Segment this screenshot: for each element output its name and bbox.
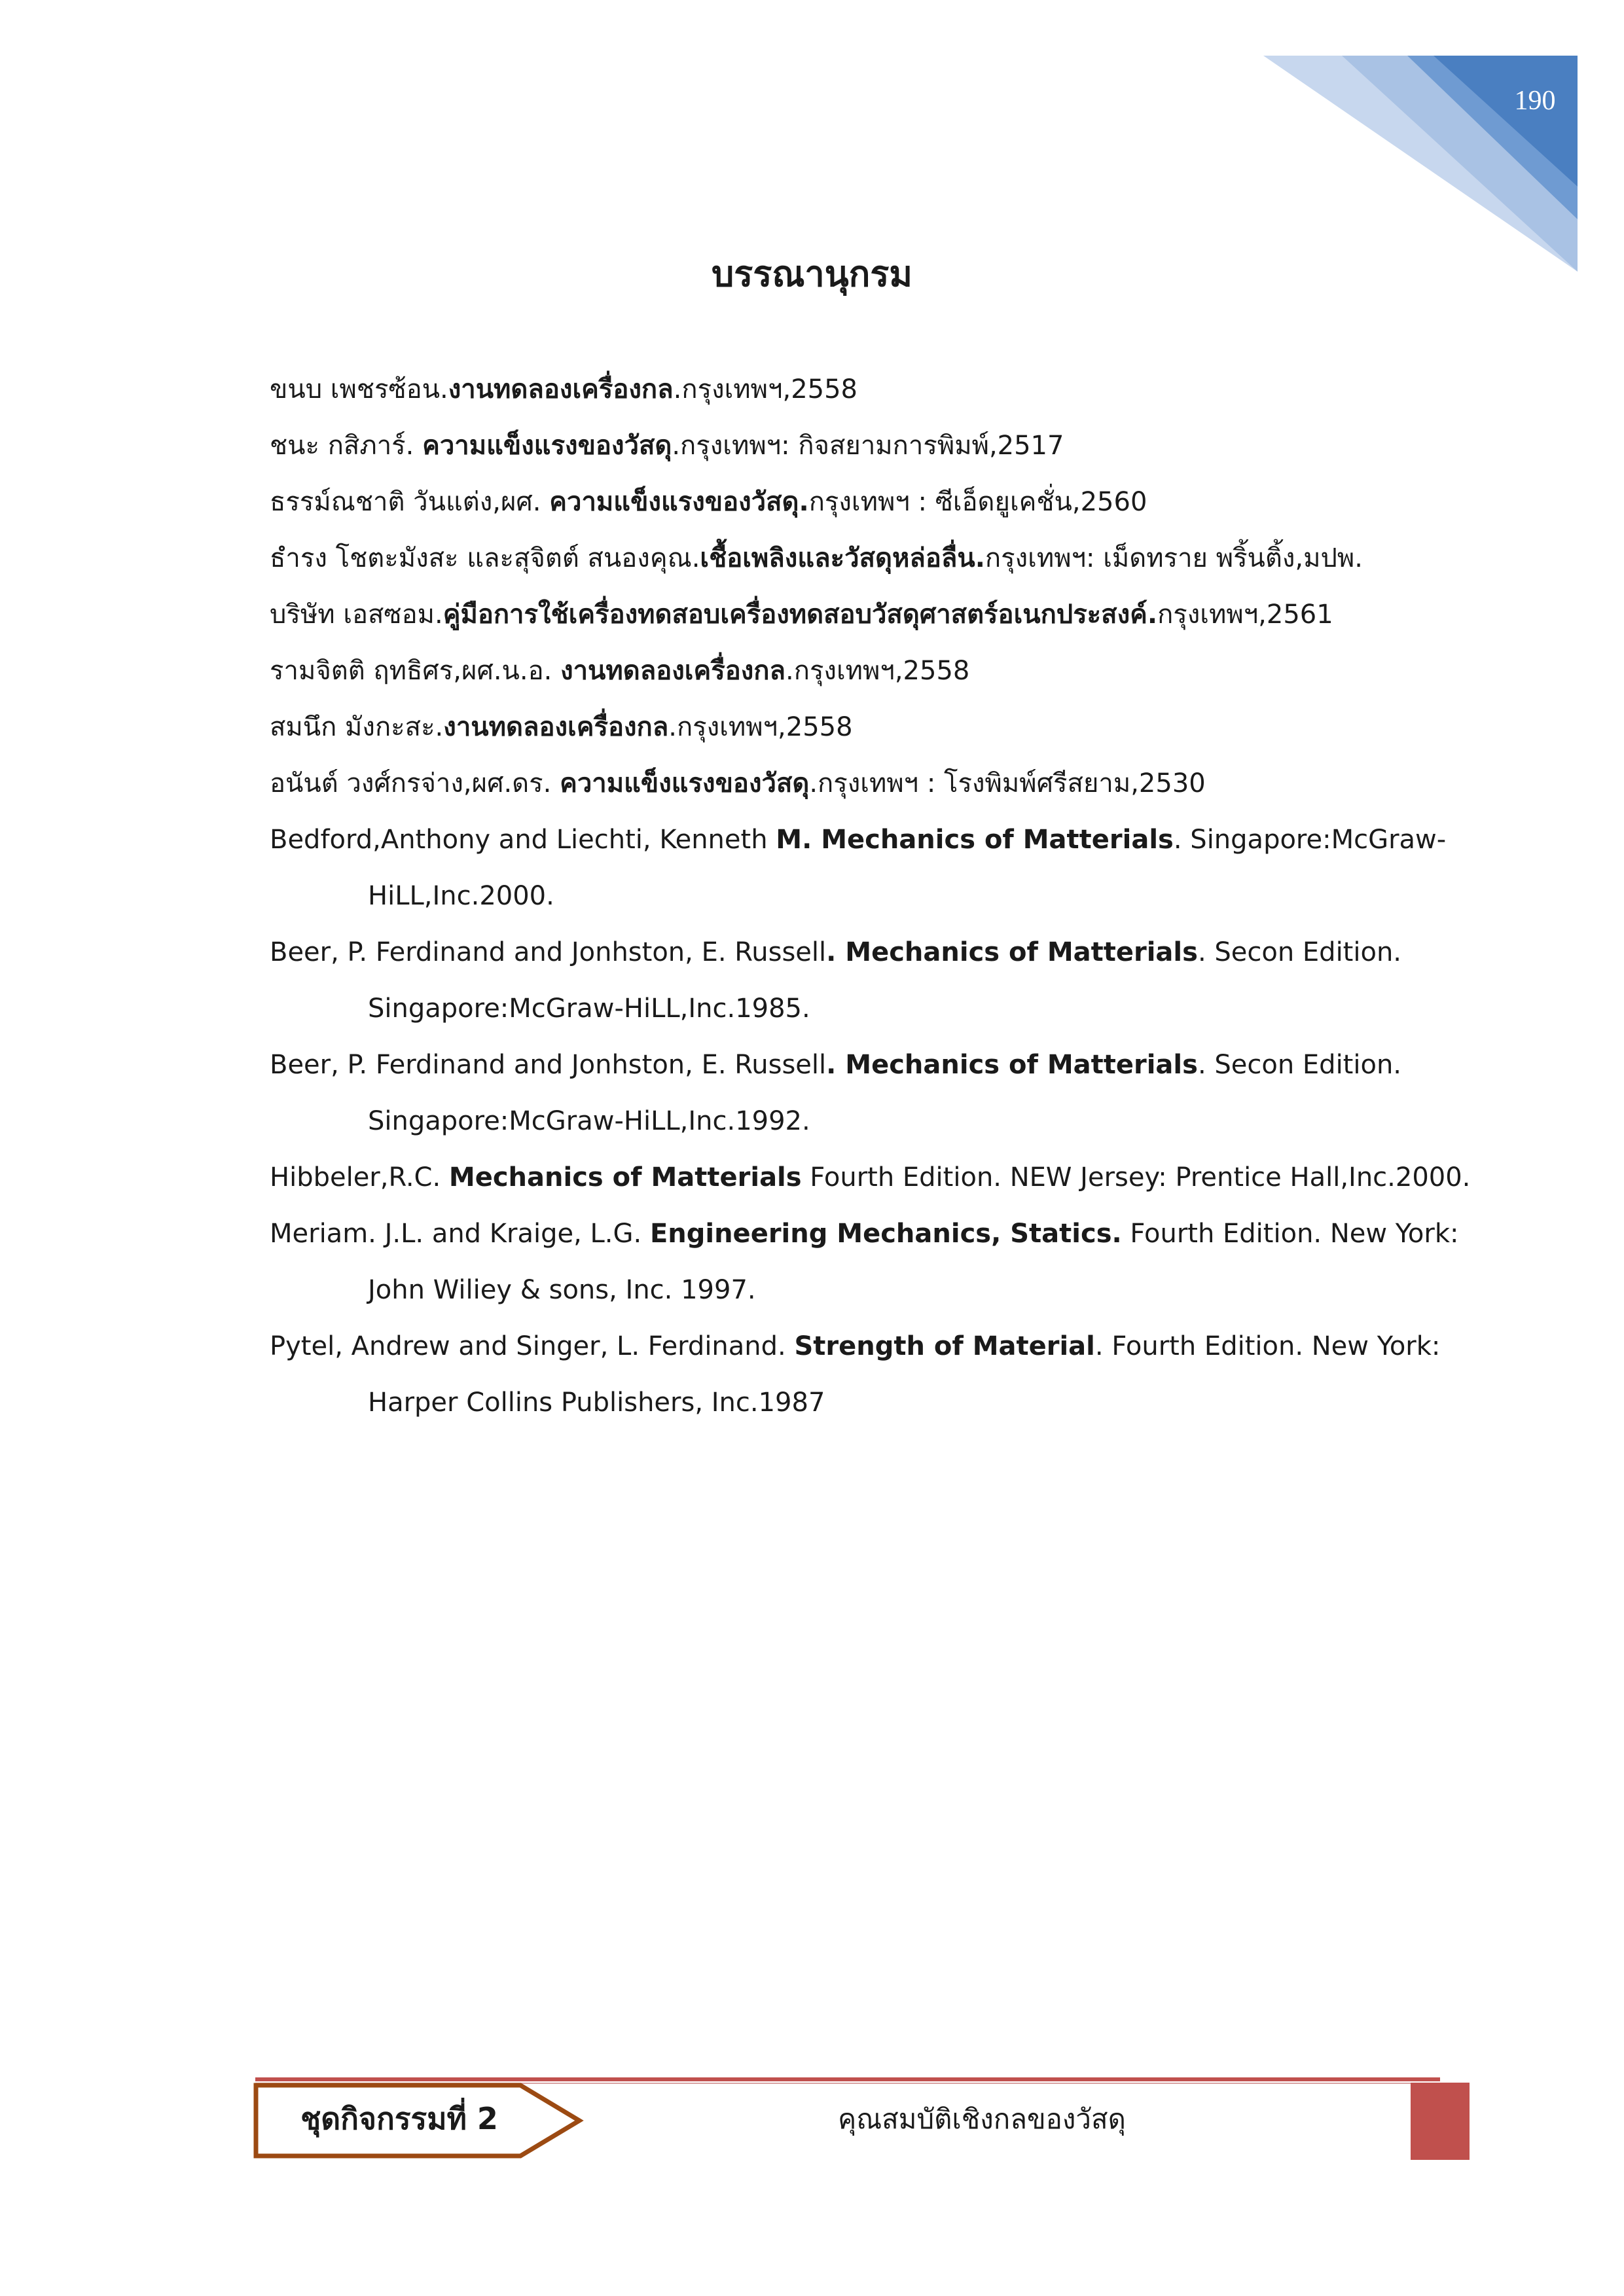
reference-text: ธำรง โชตะมังสะ และสุจิตต์ สนองคุณ. (270, 543, 700, 573)
reference-title: M. Mechanics of Matterials (776, 825, 1174, 855)
reference-text: .กรุงเทพฯ : โรงพิมพ์ศรีสยาม,2530 (809, 768, 1206, 798)
reference-text: กรุงเทพฯ : ซีเอ็ดยูเคชั่น,2560 (808, 487, 1147, 517)
reference-text: . Secon Edition. (1197, 1050, 1402, 1080)
reference-text: บริษัท เอสซอม. (270, 600, 443, 630)
reference-title: งานทดลองเครื่องกล (448, 374, 674, 404)
reference-title: ความแข็งแรงของวัสดุ (560, 768, 810, 798)
reference-text: .กรุงเทพฯ: กิจสยามการพิมพ์,2517 (672, 431, 1064, 461)
reference-text: . Secon Edition. (1197, 937, 1402, 967)
reference-title: ความแข็งแรงของวัสดุ (422, 431, 672, 461)
reference-text: Hibbeler,R.C. (270, 1162, 449, 1193)
reference-entry (270, 812, 1468, 924)
reference-text: Fourth Edition. NEW Jersey: Prentice Hall,Inc.2000. (801, 1162, 1471, 1193)
reference-entry (270, 418, 1468, 474)
reference-text: ขนบ เพชรซ้อน. (270, 374, 448, 404)
reference-text: อนันต์ วงศ์กรจ่าง,ผศ.ดร. (270, 768, 560, 798)
reference-title: . Mechanics of Matterials (826, 937, 1198, 967)
reference-entry (270, 755, 1468, 812)
reference-text: Fourth Edition. New York: (1121, 1219, 1459, 1249)
reference-entry (270, 586, 1468, 643)
reference-title: คู่มือการใช้เครื่องทดสอบเครื่องทดสอบวัสดุศาสตร์อเนกประสงค์. (442, 600, 1158, 630)
reference-title: เชื้อเพลิงและวัสดุหล่อลื่น. (700, 543, 985, 573)
reference-text: ธรรม์ณชาติ วันแต่ง,ผศ. (270, 487, 550, 517)
reference-text: Beer, P. Ferdinand and Jonhston, E. Russell (270, 1050, 827, 1080)
reference-title: Mechanics of Matterials (448, 1162, 802, 1193)
footer-subject: คุณสมบัติเชิงกลของวัสดุ (838, 2102, 1126, 2135)
reference-text: . Fourth Edition. New York: (1094, 1331, 1441, 1361)
reference-entry (270, 361, 1468, 418)
reference-title: . Mechanics of Matterials (826, 1050, 1198, 1080)
reference-text: รามจิตติ ฤทธิศร,ผศ.น.อ. (270, 656, 561, 686)
reference-entry (270, 699, 1468, 755)
reference-text: Bedford,Anthony and Liechti, Kenneth (270, 825, 776, 855)
reference-title: งานทดลองเครื่องกล (443, 712, 669, 742)
reference-text: HiLL,Inc.2000. (368, 881, 554, 911)
reference-title: Strength of Material (794, 1331, 1095, 1361)
reference-text: Harper Collins Publishers, Inc.1987 (368, 1388, 825, 1418)
reference-text: .กรุงเทพฯ,2558 (785, 656, 970, 686)
reference-text: Beer, P. Ferdinand and Jonhston, E. Russell (270, 937, 827, 967)
reference-entry (270, 1318, 1468, 1431)
reference-text: Singapore:McGraw-HiLL,Inc.1985. (368, 994, 810, 1024)
page-number: 190 (1514, 86, 1556, 116)
activity-set-label: ชุดกิจกรรมที่ 2 (300, 2101, 498, 2136)
reference-text: Pytel, Andrew and Singer, L. Ferdinand. (270, 1331, 795, 1361)
reference-text: กรุงเทพฯ,2561 (1157, 600, 1333, 630)
reference-text: ชนะ กสิภาร์. (270, 431, 423, 461)
reference-text: .กรุงเทพฯ,2558 (668, 712, 853, 742)
reference-text: กรุงเทพฯ: เม็ดทราย พริ้นติ้ง,มปพ. (984, 543, 1363, 573)
reference-title: Engineering Mechanics, Statics. (649, 1219, 1122, 1249)
reference-text: สมนึก มังกะสะ. (270, 712, 444, 742)
reference-list (270, 361, 1471, 1431)
reference-text: Meriam. J.L. and Kraige, L.G. (270, 1219, 650, 1249)
reference-text: .กรุงเทพฯ,2558 (673, 374, 857, 404)
reference-entry (270, 1037, 1468, 1149)
reference-entry (270, 530, 1468, 586)
reference-entry (270, 643, 1468, 699)
reference-entry (270, 474, 1468, 530)
reference-entry (270, 1206, 1468, 1318)
reference-title: งานทดลองเครื่องกล (560, 656, 786, 686)
reference-entry (270, 924, 1468, 1037)
footer-color-block (1411, 2083, 1470, 2160)
reference-title: ความแข็งแรงของวัสดุ. (549, 487, 809, 517)
page-title: บรรณานุกรม (712, 253, 912, 295)
reference-entry (270, 1149, 1471, 1206)
reference-text: . Singapore:McGraw- (1173, 825, 1447, 855)
reference-text: Singapore:McGraw-HiLL,Inc.1992. (368, 1106, 810, 1136)
reference-text: John Wiliey & sons, Inc. 1997. (368, 1275, 756, 1305)
